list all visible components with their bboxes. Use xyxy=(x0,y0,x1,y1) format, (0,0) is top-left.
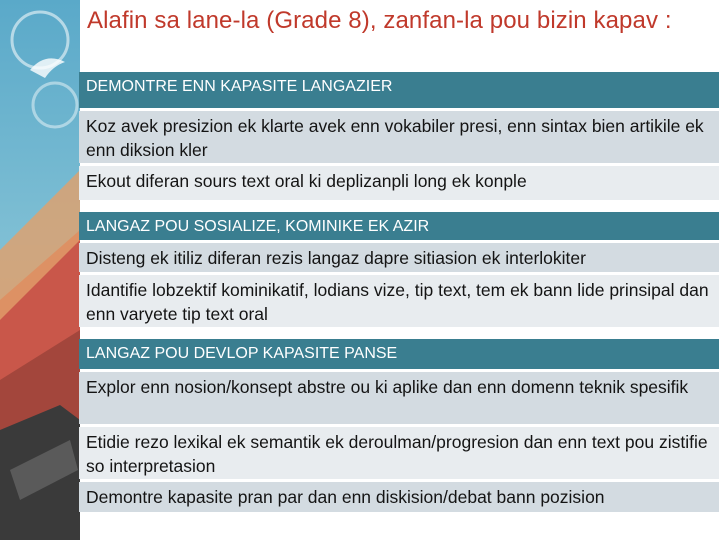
competency-row: Etidie rezo lexikal ek semantik ek deroulman/progresion dan enn text pou zistifie so interpretasion xyxy=(79,427,719,479)
section-header: LANGAZ POU SOSIALIZE, KOMINIKE EK AZIR xyxy=(79,212,719,240)
section-header: LANGAZ POU DEVLOP KAPASITE PANSE xyxy=(79,339,719,369)
competency-row: Ekout diferan sours text oral ki deplizanpli long ek konple xyxy=(79,166,719,200)
page-title: Alafin sa lane-la (Grade 8), zanfan-la pou bizin kapav : xyxy=(87,7,672,34)
section-header: DEMONTRE ENN KAPASITE LANGAZIER xyxy=(79,72,719,108)
competency-row: Explor enn nosion/konsept abstre ou ki aplike dan enn domenn teknik spesifik xyxy=(79,372,719,424)
competency-row: Koz avek presizion ek klarte avek enn vokabiler presi, enn sintax bien artikile ek enn diksion kler xyxy=(79,111,719,163)
competency-row: Disteng ek itiliz diferan rezis langaz dapre sitiasion ek interlokiter xyxy=(79,243,719,272)
competency-row: Idantifie lobzektif kominikatif, lodians vize, tip text, tem ek bann lide prinsipal dan enn varyete tip text oral xyxy=(79,275,719,327)
competency-row: Demontre kapasite pran par dan enn diskision/debat bann pozision xyxy=(79,482,719,512)
competency-table xyxy=(79,72,719,515)
